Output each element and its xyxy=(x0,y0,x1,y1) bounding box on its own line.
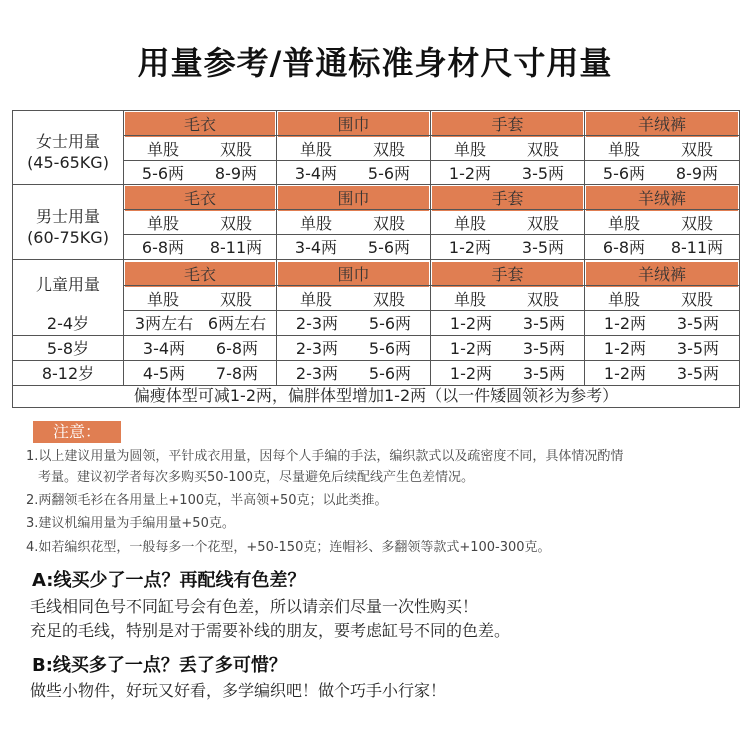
answer-a-line-2: 充足的毛线，特别是对于需要补线的朋友，要考虑缸号不同的色差。 xyxy=(30,621,511,640)
value-double: 3-5两 xyxy=(521,164,565,183)
value-double: 3-5两 xyxy=(676,314,720,333)
column-divider xyxy=(430,111,431,385)
note-3: 3.建议机编用量为手编用量+50克。 xyxy=(26,516,235,531)
ply-single-label: 单股 xyxy=(607,290,640,309)
row-divider xyxy=(123,285,739,286)
value-double: 6两左右 xyxy=(207,314,267,333)
category-header: 毛衣 xyxy=(125,112,275,137)
ply-single-label: 单股 xyxy=(299,214,332,233)
value-single: 2-3两 xyxy=(295,314,339,333)
question-b: B:线买多了一点？丢了多可惜？ xyxy=(32,655,287,676)
value-single: 3两左右 xyxy=(134,314,194,333)
ply-double-label: 双股 xyxy=(526,214,559,233)
value-double: 8-11两 xyxy=(209,238,263,257)
category-header: 羊绒裤 xyxy=(586,262,738,287)
value-double: 3-5两 xyxy=(522,314,566,333)
value-single: 3-4两 xyxy=(142,339,186,358)
notes-badge: 注意： xyxy=(33,421,121,443)
women-usage-label: 女士用量 xyxy=(35,132,100,151)
ply-single-label: 单股 xyxy=(453,214,486,233)
value-single: 1-2两 xyxy=(449,364,493,383)
value-single: 3-4两 xyxy=(294,164,338,183)
men-weight-range: (60-75KG) xyxy=(27,228,109,247)
child-age-label: 2-4岁 xyxy=(46,314,90,333)
value-single: 3-4两 xyxy=(294,238,338,257)
category-header: 毛衣 xyxy=(125,186,275,211)
category-header: 毛衣 xyxy=(125,262,275,287)
value-single: 1-2两 xyxy=(448,238,492,257)
note-4: 4.如若编织花型，一般每多一个花型，+50-150克；连帽衫、多翻领等款式+100-300克。 xyxy=(26,540,551,555)
value-single: 1-2两 xyxy=(603,314,647,333)
ply-double-label: 双股 xyxy=(526,290,559,309)
value-double: 3-5两 xyxy=(676,364,720,383)
ply-double-label: 双股 xyxy=(526,140,559,159)
table-footer-note: 偏瘦体型可减1-2两，偏胖体型增加1-2两（以一件矮圆领衫为参考） xyxy=(133,386,619,405)
value-double: 3-5两 xyxy=(522,339,566,358)
category-header: 围巾 xyxy=(278,112,429,137)
value-single: 6-8两 xyxy=(141,238,185,257)
value-double: 5-6两 xyxy=(368,364,412,383)
child-age-label: 5-8岁 xyxy=(46,339,90,358)
value-single: 4-5两 xyxy=(142,364,186,383)
ply-single-label: 单股 xyxy=(146,290,179,309)
category-header: 围巾 xyxy=(278,262,429,287)
ply-double-label: 双股 xyxy=(680,214,713,233)
category-header: 手套 xyxy=(432,112,583,137)
value-double: 5-6两 xyxy=(367,238,411,257)
column-divider xyxy=(123,111,124,385)
value-single: 1-2两 xyxy=(448,164,492,183)
value-double: 8-9两 xyxy=(675,164,719,183)
category-header: 羊绒裤 xyxy=(586,186,738,211)
child-age-label: 8-12岁 xyxy=(41,364,95,383)
ply-single-label: 单股 xyxy=(607,214,640,233)
ply-double-label: 双股 xyxy=(680,140,713,159)
ply-double-label: 双股 xyxy=(680,290,713,309)
children-usage-label: 儿童用量 xyxy=(35,275,100,294)
page-title: 用量参考/普通标准身材尺寸用量 xyxy=(137,44,613,82)
ply-double-label: 双股 xyxy=(219,290,252,309)
ply-single-label: 单股 xyxy=(146,140,179,159)
category-header: 围巾 xyxy=(278,186,429,211)
value-double: 7-8两 xyxy=(215,364,259,383)
ply-single-label: 单股 xyxy=(453,140,486,159)
answer-b-line-1: 做些小物件，好玩又好看，多学编织吧！做个巧手小行家！ xyxy=(30,681,447,700)
value-double: 3-5两 xyxy=(676,339,720,358)
ply-double-label: 双股 xyxy=(372,214,405,233)
note-1-line-2: 考量。建议初学者每次多购买50-100克，尽量避免后续配线产生色差情况。 xyxy=(38,470,475,485)
ply-double-label: 双股 xyxy=(372,140,405,159)
men-usage-label: 男士用量 xyxy=(35,207,100,226)
women-weight-range: (45-65KG) xyxy=(27,153,109,172)
answer-a-line-1: 毛线相同色号不同缸号会有色差，所以请亲们尽量一次性购买！ xyxy=(30,597,479,616)
category-header: 羊绒裤 xyxy=(586,112,738,137)
value-single: 1-2两 xyxy=(603,364,647,383)
ply-double-label: 双股 xyxy=(219,140,252,159)
value-single: 2-3两 xyxy=(295,364,339,383)
note-1-line-1: 1.以上建议用量为圆领，平针成衣用量，因每个人手编的手法，编织款式以及疏密度不同，具体情况酌情 xyxy=(26,449,624,464)
value-single: 1-2两 xyxy=(449,339,493,358)
value-double: 5-6两 xyxy=(368,314,412,333)
value-double: 6-8两 xyxy=(215,339,259,358)
ply-single-label: 单股 xyxy=(607,140,640,159)
value-double: 5-6两 xyxy=(368,339,412,358)
value-single: 5-6两 xyxy=(141,164,185,183)
note-2: 2.两翻领毛衫在各用量上+100克，半高领+50克；以此类推。 xyxy=(26,493,388,508)
value-double: 5-6两 xyxy=(367,164,411,183)
row-divider xyxy=(123,135,739,136)
value-single: 5-6两 xyxy=(602,164,646,183)
category-header: 手套 xyxy=(432,186,583,211)
value-double: 3-5两 xyxy=(521,238,565,257)
row-divider xyxy=(123,209,739,210)
yarn-usage-table xyxy=(12,110,740,408)
ply-single-label: 单股 xyxy=(146,214,179,233)
value-single: 1-2两 xyxy=(603,339,647,358)
value-double: 8-9两 xyxy=(214,164,258,183)
ply-single-label: 单股 xyxy=(299,290,332,309)
column-divider xyxy=(584,111,585,385)
value-single: 1-2两 xyxy=(449,314,493,333)
value-single: 6-8两 xyxy=(602,238,646,257)
ply-double-label: 双股 xyxy=(219,214,252,233)
value-double: 3-5两 xyxy=(522,364,566,383)
ply-single-label: 单股 xyxy=(453,290,486,309)
question-a: A:线买少了一点？再配线有色差？ xyxy=(32,570,306,591)
category-header: 手套 xyxy=(432,262,583,287)
value-single: 2-3两 xyxy=(295,339,339,358)
value-double: 8-11两 xyxy=(670,238,724,257)
column-divider xyxy=(276,111,277,385)
ply-single-label: 单股 xyxy=(299,140,332,159)
ply-double-label: 双股 xyxy=(372,290,405,309)
